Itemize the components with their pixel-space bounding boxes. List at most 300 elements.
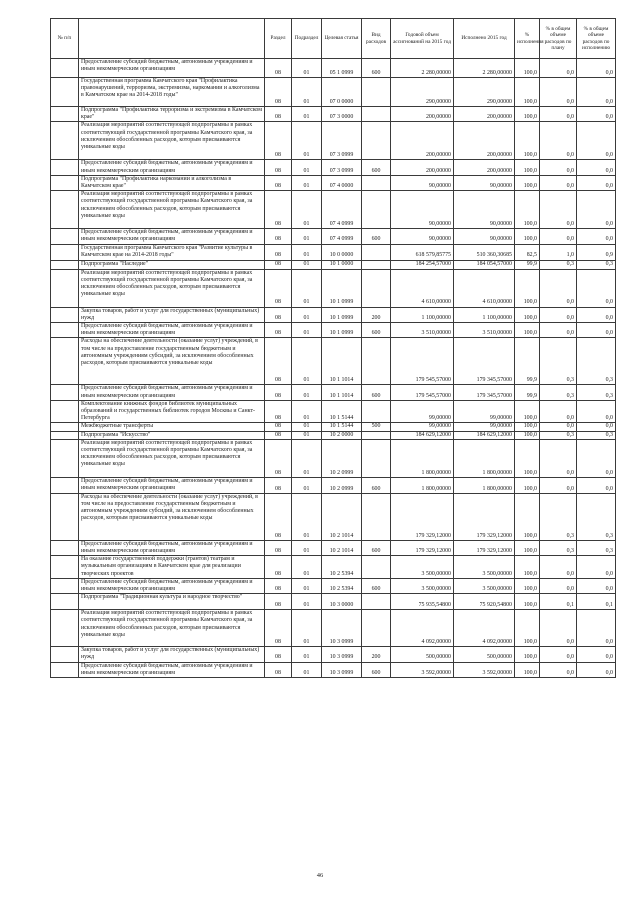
cell-plan: 200,00000: [391, 122, 454, 160]
cell-subsection: 01: [292, 191, 322, 229]
cell-name: Предоставление субсидий бюджетным, автономным учреждениям и иным некоммерческим организациям: [79, 160, 265, 175]
cell-pct: 100,0: [515, 307, 540, 322]
cell-article: 10 2 1014: [322, 540, 362, 555]
cell-subsection: 01: [292, 269, 322, 307]
cell-article: 05 1 0999: [322, 59, 362, 78]
table-row: [51, 122, 616, 160]
cell-pct: 99,9: [515, 338, 540, 385]
cell-section: 08: [265, 439, 292, 477]
cell-num: [51, 269, 79, 307]
cell-plan: 200,00000: [391, 107, 454, 122]
cell-article: 10 3 0000: [322, 594, 362, 610]
cell-done: 200,00000: [454, 122, 515, 160]
cell-pct: 100,0: [515, 400, 540, 423]
cell-article: 10 2 0999: [322, 439, 362, 477]
cell-pct: 100,0: [515, 610, 540, 647]
cell-share-done: 0,3: [577, 493, 616, 540]
cell-name: Государственная программа Камчатского края "Развитие культуры в Камчатском крае на 2014-2018 годы": [79, 244, 265, 260]
cell-pct: 100,0: [515, 122, 540, 160]
cell-article: 10 1 0000: [322, 260, 362, 269]
cell-done: 90,00000: [454, 175, 515, 190]
cell-done: 3 500,00000: [454, 578, 515, 593]
cell-share-plan: 0,0: [540, 400, 577, 423]
cell-num: [51, 78, 79, 107]
cell-done: 184 629,12000: [454, 431, 515, 439]
cell-pct: 100,0: [515, 269, 540, 307]
cell-subsection: 01: [292, 175, 322, 190]
cell-article: 07 4 0999: [322, 229, 362, 244]
cell-section: 08: [265, 610, 292, 647]
cell-share-done: 0,9: [577, 244, 616, 260]
header-row: [51, 19, 616, 59]
cell-num: [51, 191, 79, 229]
table-row: [51, 610, 616, 647]
cell-share-done: 0,3: [577, 338, 616, 385]
cell-share-done: 0,0: [577, 477, 616, 493]
cell-section: 08: [265, 578, 292, 593]
cell-name: Закупка товаров, работ и услуг для государственных (муниципальных) нужд: [79, 307, 265, 322]
cell-share-done: 0,0: [577, 439, 616, 477]
cell-article: 10 1 0999: [322, 323, 362, 338]
cell-share-plan: 0,0: [540, 423, 577, 431]
cell-done: 179 329,12000: [454, 493, 515, 540]
cell-subsection: 01: [292, 594, 322, 610]
cell-pct: 100,0: [515, 578, 540, 593]
cell-num: [51, 647, 79, 662]
cell-share-plan: 0,1: [540, 594, 577, 610]
cell-article: 10 1 5144: [322, 400, 362, 423]
cell-subsection: 01: [292, 540, 322, 555]
cell-article: 10 1 1014: [322, 338, 362, 385]
column-header: % в общем объеме расходов по исполнению: [577, 19, 616, 59]
cell-plan: 179 545,57000: [391, 338, 454, 385]
table-row: [51, 439, 616, 477]
cell-done: 4 610,00000: [454, 269, 515, 307]
cell-article: 10 1 5144: [322, 423, 362, 431]
cell-name: Подпрограмма "Профилактика наркомании и алкоголизма в Камчатском крае": [79, 175, 265, 190]
cell-share-plan: 0,3: [540, 431, 577, 439]
column-header: % исполнения: [515, 19, 540, 59]
cell-num: [51, 122, 79, 160]
cell-share-plan: 0,0: [540, 307, 577, 322]
cell-subsection: 01: [292, 423, 322, 431]
table-row: [51, 307, 616, 322]
table-row: [51, 493, 616, 540]
cell-expense: 600: [362, 477, 391, 493]
cell-share-done: 0,0: [577, 662, 616, 677]
cell-section: 08: [265, 107, 292, 122]
cell-num: [51, 175, 79, 190]
cell-plan: 3 510,00000: [391, 323, 454, 338]
cell-section: 08: [265, 556, 292, 579]
cell-expense: [362, 244, 391, 260]
cell-done: 179 329,12000: [454, 540, 515, 555]
cell-share-plan: 0,0: [540, 477, 577, 493]
cell-done: 184 054,57000: [454, 260, 515, 269]
cell-plan: 4 092,00000: [391, 610, 454, 647]
cell-share-done: 0,0: [577, 122, 616, 160]
cell-subsection: 01: [292, 78, 322, 107]
cell-section: 08: [265, 229, 292, 244]
cell-expense: [362, 78, 391, 107]
cell-share-plan: 0,0: [540, 610, 577, 647]
cell-plan: 3 500,00000: [391, 556, 454, 579]
table-row: [51, 578, 616, 593]
cell-num: [51, 385, 79, 400]
cell-name: Реализация мероприятий соответствующей подпрограммы в рамках соответствующей государственной программы Камчатского края, за исключением обособленных расходов, которым присваиваются уникальные коды: [79, 610, 265, 647]
cell-share-plan: 0,0: [540, 323, 577, 338]
cell-expense: 600: [362, 662, 391, 677]
cell-share-plan: 0,3: [540, 540, 577, 555]
cell-share-done: 0,0: [577, 107, 616, 122]
cell-done: 179 345,57000: [454, 385, 515, 400]
cell-num: [51, 423, 79, 431]
cell-expense: [362, 107, 391, 122]
table-row: [51, 477, 616, 493]
page-number: 46: [316, 872, 324, 879]
cell-done: 3 592,00000: [454, 662, 515, 677]
cell-section: 08: [265, 122, 292, 160]
cell-pct: 100,0: [515, 160, 540, 175]
cell-share-plan: 0,3: [540, 385, 577, 400]
cell-article: 10 2 0000: [322, 431, 362, 439]
cell-name: На оказание государственной поддержки (грантов) театрам и музыкальным организациям в Камчатском крае для реализации творческих проектов: [79, 556, 265, 579]
cell-section: 08: [265, 431, 292, 439]
cell-article: 10 3 0999: [322, 647, 362, 662]
cell-share-plan: 0,0: [540, 578, 577, 593]
cell-plan: 99,00000: [391, 423, 454, 431]
cell-pct: 100,0: [515, 59, 540, 78]
column-header: Целевая статья: [322, 19, 362, 59]
cell-done: 3 510,00000: [454, 323, 515, 338]
table-row: [51, 594, 616, 610]
column-header: [79, 19, 265, 59]
cell-subsection: 01: [292, 244, 322, 260]
cell-plan: 179 545,57000: [391, 385, 454, 400]
budget-table: [50, 18, 616, 678]
cell-plan: 90,00000: [391, 191, 454, 229]
cell-pct: 100,0: [515, 423, 540, 431]
table-row: [51, 423, 616, 431]
cell-num: [51, 338, 79, 385]
cell-expense: [362, 493, 391, 540]
cell-num: [51, 160, 79, 175]
cell-name: Комплектование книжных фондов библиотек муниципальных образований и государственных библиотек городов Москвы и Санкт-Петербурга: [79, 400, 265, 423]
table-row: [51, 662, 616, 677]
cell-num: [51, 307, 79, 322]
table-row: [51, 540, 616, 555]
cell-name: Расходы на обеспечение деятельности (оказание услуг) учреждений, в том числе на предоставление государственным бюджетным и автономным учреждениям субсидий, за исключением обособленных расходов, которым присваиваются уникальные коды: [79, 493, 265, 540]
cell-done: 500,00000: [454, 647, 515, 662]
cell-plan: 1 100,00000: [391, 307, 454, 322]
cell-share-plan: 0,0: [540, 107, 577, 122]
cell-pct: 82,5: [515, 244, 540, 260]
cell-share-done: 0,0: [577, 78, 616, 107]
cell-num: [51, 59, 79, 78]
cell-num: [51, 244, 79, 260]
cell-section: 08: [265, 307, 292, 322]
table-row: [51, 229, 616, 244]
cell-share-plan: 0,3: [540, 493, 577, 540]
cell-num: [51, 439, 79, 477]
cell-share-plan: 0,0: [540, 662, 577, 677]
cell-share-done: 0,3: [577, 260, 616, 269]
cell-section: 08: [265, 400, 292, 423]
cell-subsection: 01: [292, 493, 322, 540]
cell-share-plan: 0,0: [540, 59, 577, 78]
table-row: [51, 78, 616, 107]
cell-name: Реализация мероприятий соответствующей подпрограммы в рамках соответствующей государственной программы Камчатского края, за исключением обособленных расходов, которым присваиваются уникальные коды: [79, 269, 265, 307]
cell-pct: 100,0: [515, 556, 540, 579]
cell-section: 08: [265, 662, 292, 677]
cell-share-plan: 0,0: [540, 269, 577, 307]
cell-pct: 100,0: [515, 229, 540, 244]
cell-pct: 100,0: [515, 323, 540, 338]
cell-pct: 99,9: [515, 385, 540, 400]
cell-article: 07 3 0999: [322, 122, 362, 160]
cell-num: [51, 400, 79, 423]
column-header: Раздел: [265, 19, 292, 59]
cell-pct: 100,0: [515, 175, 540, 190]
cell-num: [51, 229, 79, 244]
cell-pct: 100,0: [515, 191, 540, 229]
cell-share-done: 0,0: [577, 191, 616, 229]
cell-plan: 4 610,00000: [391, 269, 454, 307]
cell-share-done: 0,0: [577, 578, 616, 593]
cell-done: 2 280,00000: [454, 59, 515, 78]
cell-subsection: 01: [292, 323, 322, 338]
cell-share-plan: 0,0: [540, 556, 577, 579]
cell-num: [51, 260, 79, 269]
cell-done: 90,00000: [454, 229, 515, 244]
cell-name: Предоставление субсидий бюджетным, автономным учреждениям и иным некоммерческим организациям: [79, 578, 265, 593]
cell-expense: [362, 431, 391, 439]
cell-expense: 600: [362, 578, 391, 593]
cell-plan: 179 329,12000: [391, 540, 454, 555]
cell-pct: 100,0: [515, 107, 540, 122]
cell-plan: 179 329,12000: [391, 493, 454, 540]
cell-subsection: 01: [292, 260, 322, 269]
cell-num: [51, 107, 79, 122]
cell-article: 07 0 0000: [322, 78, 362, 107]
cell-share-done: 0,0: [577, 556, 616, 579]
cell-section: 08: [265, 477, 292, 493]
cell-num: [51, 594, 79, 610]
cell-pct: 100,0: [515, 662, 540, 677]
cell-name: Подпрограмма "Наследие": [79, 260, 265, 269]
cell-plan: 3 500,00000: [391, 578, 454, 593]
cell-plan: 200,00000: [391, 160, 454, 175]
cell-share-plan: 0,3: [540, 260, 577, 269]
cell-name: Предоставление субсидий бюджетным, автономным учреждениям и иным некоммерческим организациям: [79, 323, 265, 338]
column-header: Вид расходов: [362, 19, 391, 59]
cell-share-done: 0,0: [577, 307, 616, 322]
cell-share-plan: 0,0: [540, 175, 577, 190]
cell-name: Государственная программа Камчатского края "Профилактика правонарушений, терроризма, экстремизма, наркомании и алкоголизма в Камчатском крае на 2014-2018 годы": [79, 78, 265, 107]
cell-num: [51, 578, 79, 593]
cell-name: Предоставление субсидий бюджетным, автономным учреждениям и иным некоммерческим организациям: [79, 229, 265, 244]
cell-done: 1 100,00000: [454, 307, 515, 322]
cell-subsection: 01: [292, 385, 322, 400]
cell-expense: 600: [362, 385, 391, 400]
cell-done: 3 500,00000: [454, 556, 515, 579]
cell-expense: [362, 610, 391, 647]
cell-expense: 200: [362, 647, 391, 662]
cell-article: 10 2 5394: [322, 578, 362, 593]
cell-article: 10 2 5394: [322, 556, 362, 579]
cell-subsection: 01: [292, 477, 322, 493]
cell-done: 200,00000: [454, 107, 515, 122]
table-row: [51, 647, 616, 662]
cell-expense: 500: [362, 423, 391, 431]
cell-article: 10 1 0999: [322, 269, 362, 307]
cell-subsection: 01: [292, 647, 322, 662]
cell-pct: 100,0: [515, 594, 540, 610]
cell-num: [51, 662, 79, 677]
cell-plan: 99,00000: [391, 400, 454, 423]
cell-name: Реализация мероприятий соответствующей подпрограммы в рамках соответствующей государственной программы Камчатского края, за исключением обособленных расходов, которым присваиваются уникальные коды: [79, 122, 265, 160]
cell-article: 10 1 1014: [322, 385, 362, 400]
cell-share-done: 0,3: [577, 431, 616, 439]
cell-article: 07 3 0000: [322, 107, 362, 122]
cell-pct: 100,0: [515, 647, 540, 662]
cell-section: 08: [265, 59, 292, 78]
cell-section: 08: [265, 175, 292, 190]
cell-num: [51, 493, 79, 540]
cell-section: 08: [265, 385, 292, 400]
cell-done: 99,00000: [454, 423, 515, 431]
cell-subsection: 01: [292, 229, 322, 244]
cell-section: 08: [265, 244, 292, 260]
cell-section: 08: [265, 540, 292, 555]
cell-name: Межбюджетные трансферты: [79, 423, 265, 431]
table-row: [51, 556, 616, 579]
cell-name: Предоставление субсидий бюджетным, автономным учреждениям и иным некоммерческим организациям: [79, 59, 265, 78]
cell-expense: 600: [362, 540, 391, 555]
cell-share-done: 0,0: [577, 423, 616, 431]
cell-section: 08: [265, 647, 292, 662]
cell-share-done: 0,1: [577, 594, 616, 610]
cell-subsection: 01: [292, 578, 322, 593]
cell-plan: 184 629,12000: [391, 431, 454, 439]
cell-expense: 600: [362, 59, 391, 78]
cell-plan: 90,00000: [391, 175, 454, 190]
cell-subsection: 01: [292, 160, 322, 175]
cell-expense: 600: [362, 323, 391, 338]
cell-done: 290,00000: [454, 78, 515, 107]
cell-article: 07 4 0000: [322, 175, 362, 190]
table-row: [51, 323, 616, 338]
cell-name: Реализация мероприятий соответствующей подпрограммы в рамках соответствующей государственной программы Камчатского края, за исключением обособленных расходов, которым присваиваются уникальные коды: [79, 439, 265, 477]
cell-num: [51, 431, 79, 439]
cell-plan: 75 935,54800: [391, 594, 454, 610]
column-header: % в общем объеме расходов по плану: [540, 19, 577, 59]
cell-pct: 100,0: [515, 78, 540, 107]
cell-section: 08: [265, 160, 292, 175]
cell-share-plan: 0,0: [540, 229, 577, 244]
cell-expense: [362, 556, 391, 579]
cell-name: Расходы на обеспечение деятельности (оказание услуг) учреждений, в том числе на предоставление государственным бюджетным и автономным учреждениям субсидий, за исключением обособленных расходов, которым присваиваются уникальные коды: [79, 338, 265, 385]
cell-article: 10 3 0999: [322, 610, 362, 647]
cell-share-done: 0,3: [577, 540, 616, 555]
cell-subsection: 01: [292, 307, 322, 322]
column-header: Подраздел: [292, 19, 322, 59]
cell-subsection: 01: [292, 556, 322, 579]
table-row: [51, 260, 616, 269]
cell-share-done: 0,0: [577, 400, 616, 423]
cell-done: 1 800,00000: [454, 477, 515, 493]
cell-num: [51, 556, 79, 579]
cell-plan: 500,00000: [391, 647, 454, 662]
cell-pct: 100,0: [515, 431, 540, 439]
cell-done: 4 092,00000: [454, 610, 515, 647]
cell-expense: 600: [362, 160, 391, 175]
cell-subsection: 01: [292, 122, 322, 160]
cell-section: 08: [265, 338, 292, 385]
cell-expense: [362, 191, 391, 229]
cell-done: 75 920,54800: [454, 594, 515, 610]
cell-section: 08: [265, 260, 292, 269]
cell-article: 10 1 0999: [322, 307, 362, 322]
cell-share-plan: 0,0: [540, 191, 577, 229]
cell-expense: [362, 338, 391, 385]
column-header: Годовой объем ассигнований на 2015 год: [391, 19, 454, 59]
cell-expense: [362, 400, 391, 423]
cell-name: Предоставление субсидий бюджетным, автономным учреждениям и иным некоммерческим организациям: [79, 385, 265, 400]
cell-name: Закупка товаров, работ и услуг для государственных (муниципальных) нужд: [79, 647, 265, 662]
cell-subsection: 01: [292, 610, 322, 647]
cell-section: 08: [265, 423, 292, 431]
cell-done: 510 360,30685: [454, 244, 515, 260]
cell-expense: 600: [362, 229, 391, 244]
cell-subsection: 01: [292, 59, 322, 78]
cell-name: Подпрограмма "Профилактика терроризма и экстремизма в Камчатском крае": [79, 107, 265, 122]
column-header: № п/п: [51, 19, 79, 59]
cell-share-done: 0,0: [577, 160, 616, 175]
cell-share-done: 0,3: [577, 385, 616, 400]
cell-subsection: 01: [292, 662, 322, 677]
cell-share-done: 0,0: [577, 610, 616, 647]
cell-name: Предоставление субсидий бюджетным, автономным учреждениям и иным некоммерческим организациям: [79, 662, 265, 677]
table-row: [51, 59, 616, 78]
table-row: [51, 191, 616, 229]
cell-subsection: 01: [292, 439, 322, 477]
cell-pct: 99,9: [515, 260, 540, 269]
cell-name: Реализация мероприятий соответствующей подпрограммы в рамках соответствующей государственной программы Камчатского края, за исключением обособленных расходов, которым присваиваются уникальные коды: [79, 191, 265, 229]
cell-name: Предоставление субсидий бюджетным, автономным учреждениям и иным некоммерческим организациям: [79, 540, 265, 555]
cell-share-plan: 0,0: [540, 439, 577, 477]
cell-share-plan: 0,3: [540, 338, 577, 385]
cell-num: [51, 540, 79, 555]
cell-share-done: 0,0: [577, 269, 616, 307]
cell-pct: 100,0: [515, 477, 540, 493]
cell-share-done: 0,0: [577, 647, 616, 662]
cell-done: 1 800,00000: [454, 439, 515, 477]
cell-expense: [362, 122, 391, 160]
table-row: [51, 269, 616, 307]
cell-article: 10 2 0999: [322, 477, 362, 493]
cell-pct: 100,0: [515, 493, 540, 540]
cell-share-plan: 1,0: [540, 244, 577, 260]
cell-section: 08: [265, 269, 292, 307]
cell-article: 10 2 1014: [322, 493, 362, 540]
table-row: [51, 244, 616, 260]
cell-share-plan: 0,0: [540, 78, 577, 107]
cell-section: 08: [265, 78, 292, 107]
cell-share-plan: 0,0: [540, 160, 577, 175]
cell-pct: 100,0: [515, 439, 540, 477]
table-row: [51, 160, 616, 175]
